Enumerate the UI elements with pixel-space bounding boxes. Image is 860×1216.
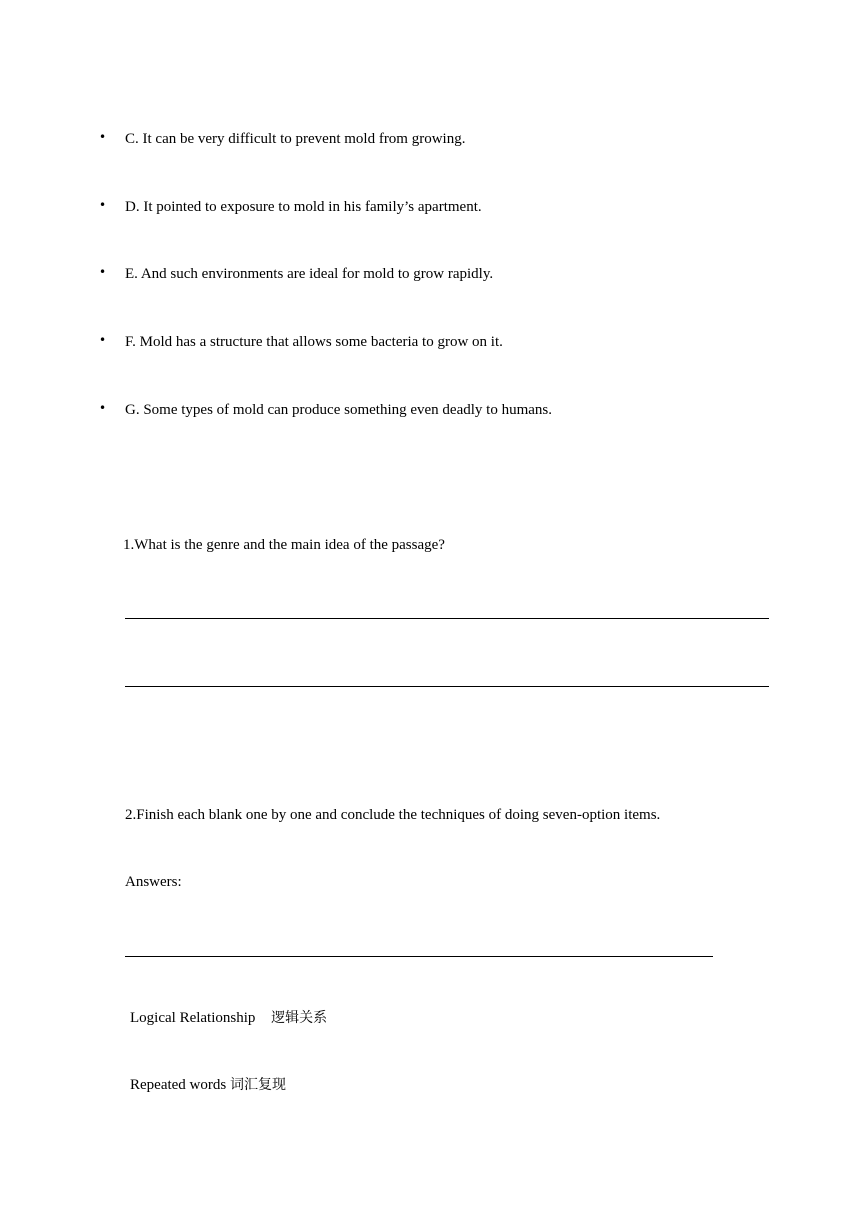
option-item-g xyxy=(0,401,860,421)
option-item-d xyxy=(0,198,860,218)
bullet-icon: • xyxy=(99,198,107,212)
option-text: D. It pointed to exposure to mold in his family’s apartment. xyxy=(125,199,482,215)
bullet-icon: • xyxy=(99,333,107,347)
question-2: 2.Finish each blank one by one and conclude the techniques of doing seven-option items. xyxy=(125,807,661,823)
option-text: G. Some types of mold can produce something even deadly to humans. xyxy=(125,402,552,418)
note-repeated-en: Repeated words xyxy=(130,1077,227,1093)
option-text: C. It can be very difficult to prevent mold from growing. xyxy=(125,131,466,147)
answer-line-3[interactable] xyxy=(125,956,713,957)
note-logical-zh: 逻辑关系 xyxy=(271,1010,328,1026)
option-text: E. And such environments are ideal for mold to grow rapidly. xyxy=(125,266,494,282)
option-item-c xyxy=(0,130,860,150)
option-text: F. Mold has a structure that allows some bacteria to grow on it. xyxy=(125,334,503,350)
answer-line-1[interactable] xyxy=(125,618,769,619)
option-item-f xyxy=(0,333,860,353)
question-1: 1.What is the genre and the main idea of the passage? xyxy=(123,537,445,553)
option-item-e xyxy=(0,265,860,285)
note-repeated-words xyxy=(130,1076,286,1094)
note-logical-relationship xyxy=(130,1009,327,1027)
bullet-icon: • xyxy=(99,130,107,144)
bullet-icon: • xyxy=(99,401,107,415)
note-logical-en: Logical Relationship xyxy=(130,1010,256,1026)
bullet-icon: • xyxy=(99,265,107,279)
answers-label: Answers: xyxy=(125,874,182,890)
answer-line-2[interactable] xyxy=(125,686,769,687)
note-repeated-zh: 词汇复现 xyxy=(229,1077,286,1093)
